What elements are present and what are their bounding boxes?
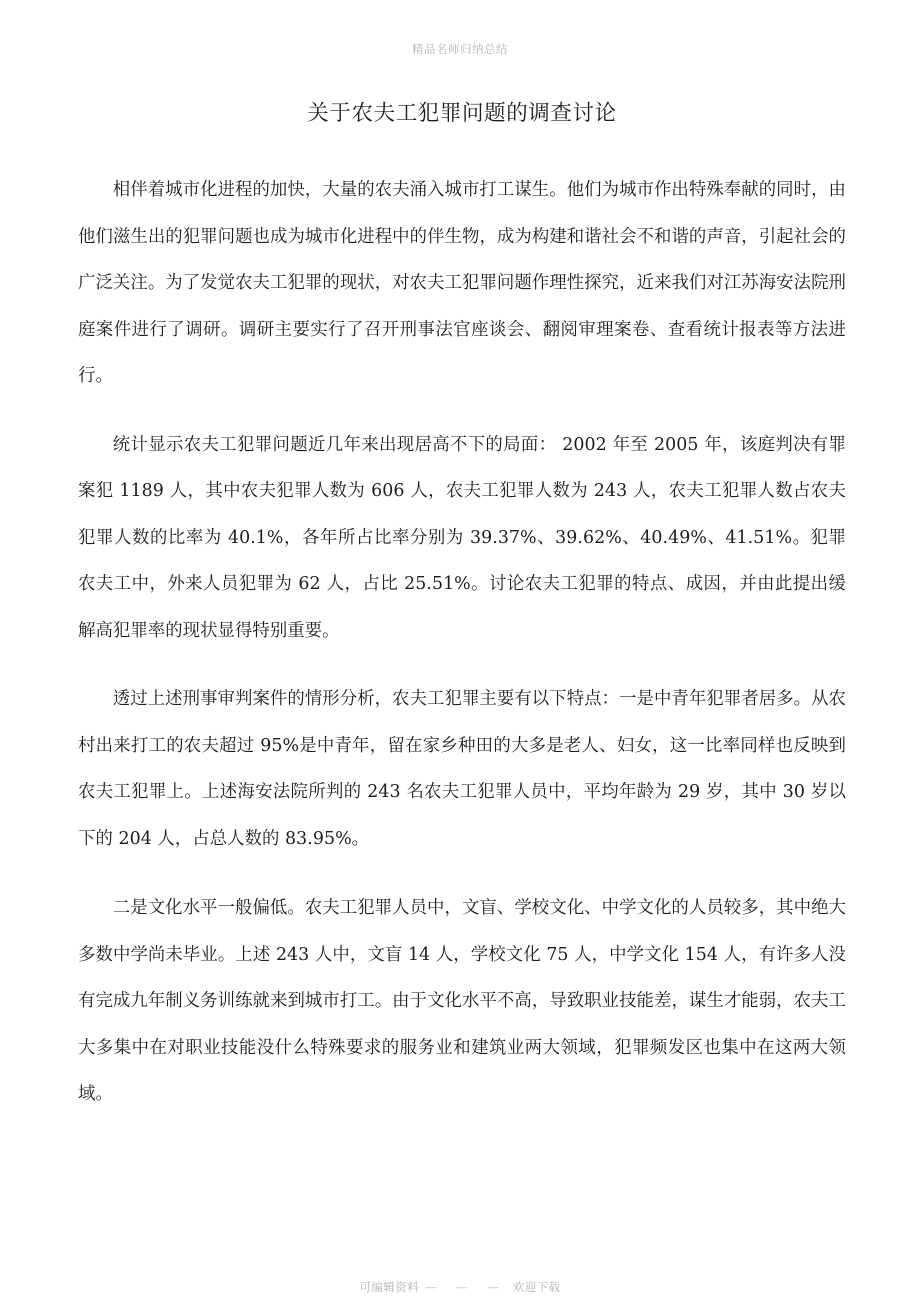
footer-left-label: 可编辑资料	[359, 1279, 420, 1294]
page-footer	[0, 1279, 920, 1294]
paragraph-2: 统计显示农夫工犯罪问题近几年来出现居高不下的局面： 2002 年至 2005 年，该庭判决有罪案犯 1189 人，其中农夫犯罪人数为 606 人，农夫工犯罪人数为 243 人，农夫工犯罪人数占农夫犯罪人数的比率为 40.1%，各年所占比率分别为 39.37%、39.62%、40.49%、41.51%。犯罪农夫工中，外来人员犯罪为 62 人，占比 25.51%。讨论农夫工犯罪的特点、成因，并由此提出缓解高犯罪率的现状显得特别重要。	[78, 434, 846, 641]
footer-right-label: 欢迎下载	[512, 1279, 561, 1294]
page-title: 关于农夫工犯罪问题的调查讨论	[307, 101, 617, 126]
document-body	[78, 98, 846, 1118]
paragraph-1: 相伴着城市化进程的加快，大量的农夫涌入城市打工谋生。他们为城市作出特殊奉献的同时，由他们滋生出的犯罪问题也成为城市化进程中的伴生物，成为构建和谐社会不和谐的声音，引起社会的广泛关注。为了发觉农夫工犯罪的现状，对农夫工犯罪问题作理性探究，近来我们对江苏海安法院刑庭案件进行了调研。调研主要实行了召开刑事法官座谈会、翻阅审理案卷、查看统计报表等方法进行。	[78, 180, 846, 387]
paragraph-4: 二是文化水平一般偏低。农夫工犯罪人员中，文盲、学校文化、中学文化的人员较多，其中绝大多数中学尚未毕业。上述 243 人中，文盲 14 人，学校文化 75 人，中学文化 154 人，有许多人没有完成九年制义务训练就来到城市打工。由于文化水平不高，导致职业技能差，谋生才能弱，农夫工大多集中在对职业技能没什么特殊要求的服务业和建筑业两大领域，犯罪频发区也集中在这两大领域。	[78, 898, 846, 1105]
paragraph-3: 透过上述刑事审判案件的情形分析，农夫工犯罪主要有以下特点：一是中青年犯罪者居多。从农村出来打工的农夫超过 95%是中青年，留在家乡种田的大多是老人、妇女，这一比率同样也反映到农夫工犯罪上。上述海安法院所判的 243 名农夫工犯罪人员中，平均年龄为 29 岁，其中 30 岁以下的 204 人，占总人数的 83.95%。	[78, 689, 846, 849]
footer-divider-dashes: — — —	[425, 1279, 507, 1294]
page-header-watermark: 精品名师归纳总结	[412, 42, 508, 56]
